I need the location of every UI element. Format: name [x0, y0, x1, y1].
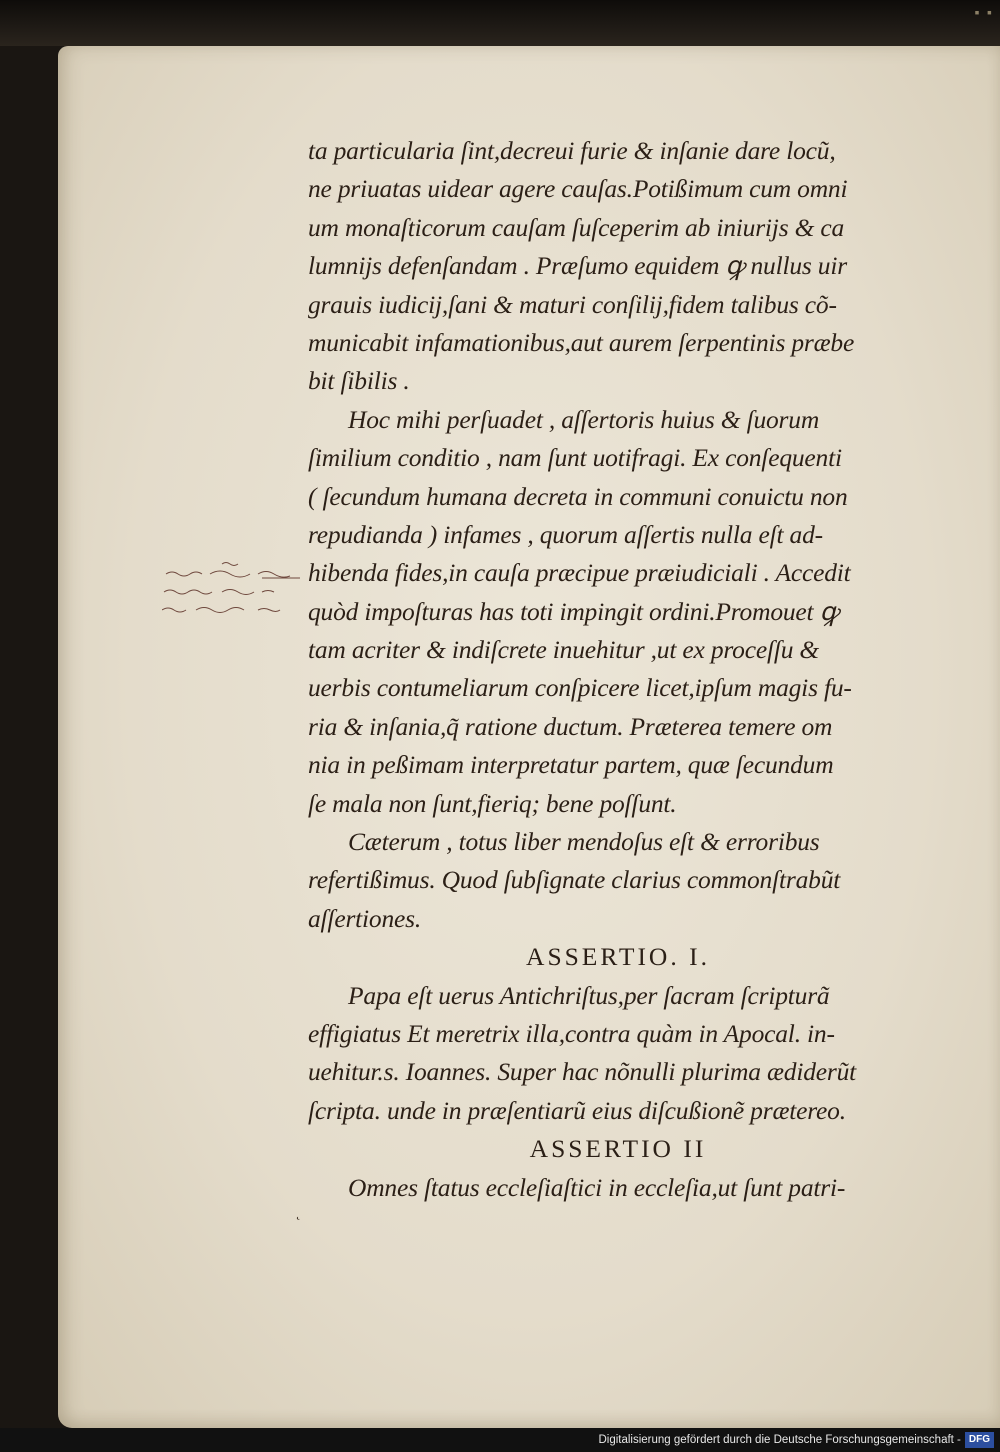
section-heading: ASSERTIO. I. [526, 942, 710, 972]
text-line: nia in peßimam interpretatur partem, quæ ſecundum [308, 750, 834, 780]
book-edge-top [0, 0, 1000, 46]
text-line: ſe mala non ſunt,fieriq; bene poſſunt. [308, 788, 677, 818]
text-line: bit ſibilis . [308, 366, 410, 396]
text-line: municabit infamationibus,aut aurem ſerpentinis præbe [308, 327, 855, 357]
text-line: Cæterum , totus liber mendoſus eſt & erroribus [348, 827, 820, 857]
text-line: repudianda ) infames , quorum aſſertis nulla eſt ad- [308, 519, 823, 549]
text-line: grauis iudicij,ſani & maturi conſilij,fidem talibus cõ- [308, 289, 837, 319]
text-line: Papa eſt uerus Antichriſtus,per ſacram ſcripturã [348, 980, 830, 1010]
text-line: uerbis contumeliarum conſpicere licet,ipſum magis fu- [308, 673, 852, 703]
stray-ink-mark: ˛ [296, 1206, 301, 1221]
text-line: ne priuatas uidear agere cauſas.Potißimum cum omni [308, 174, 848, 204]
text-line: effigiatus Et meretrix illa,contra quàm in Apocal. in- [308, 1018, 835, 1048]
text-line: refertißimus. Quod ſubſignate clarius commonſtrabũt [308, 865, 841, 895]
text-line: ſimilium conditio , nam ſunt uotifragi. Ex conſequenti [308, 443, 842, 473]
page-text-block [308, 132, 948, 1207]
text-line: ( ſecundum humana decreta in communi conuictu non [308, 481, 848, 511]
text-line: ria & inſania,q̃ ratione ductum. Præterea temere om [308, 711, 833, 741]
footer-credit-text: Digitalisierung gefördert durch die Deutsche Forschungsgemeinschaft - [598, 1434, 961, 1446]
text-line: ta particularia ſint,decreui furie & inſanie dare locũ, [308, 136, 836, 165]
handwriting-scribble [162, 560, 302, 620]
handwritten-marginal-note [162, 560, 302, 627]
text-line: um monaſticorum cauſam ſuſceperim ab iniurijs & ca [308, 212, 845, 242]
corner-mark: ▪ ▪ [974, 6, 994, 21]
text-line: ſcripta. unde in præſentiarũ eius diſcußionẽ prætereo. [308, 1095, 846, 1125]
text-line: lumnijs defenſandam . Præſumo equidem ꝙ nullus uir [308, 251, 847, 281]
text-line: Hoc mihi perſuadet , aſſertoris huius & ſuorum [348, 404, 820, 434]
text-line: Omnes ſtatus eccleſiaſtici in eccleſia,ut ſunt patri- [348, 1172, 846, 1202]
dfg-logo: DFG [965, 1432, 994, 1448]
text-line: hibenda fides,in cauſa præcipue præiudiciali . Accedit [308, 558, 851, 588]
section-heading: ASSERTIO II [529, 1134, 707, 1164]
text-line: tam acriter & indiſcrete inuehitur ,ut ex proceſſu & [308, 635, 820, 665]
text-line: quòd impoſturas has toti impingit ordini.Promouet ꝙ [308, 596, 839, 626]
footer-bar [0, 1428, 1000, 1452]
text-line: uehitur.s. Ioannes. Super hac nõnulli plurima ædiderũt [308, 1057, 857, 1087]
text-line: aſſertiones. [308, 903, 422, 933]
